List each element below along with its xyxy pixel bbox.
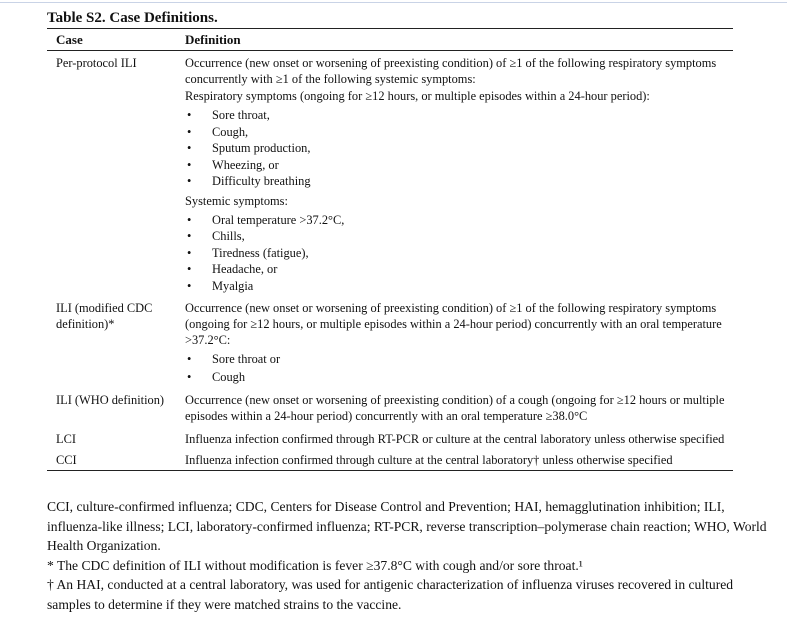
list-item: • Wheezing, or <box>185 157 733 174</box>
definition-intro: Occurrence (new onset or worsening of preexisting condition) of ≥1 of the following respiratory symptoms (ongoing for ≥12 hours, or multiple episodes within a 24-hour period) concurrently with an oral temperature >37.2°C: <box>185 301 722 347</box>
list-item: • Myalgia <box>185 278 733 295</box>
table-row <box>47 300 733 385</box>
header-rule <box>47 50 733 51</box>
header-definition: Definition <box>185 32 241 47</box>
cdc-footnote: * The CDC definition of ILI without modification is fever ≥37.8°C with cough and/or sore throat.¹ <box>47 557 583 573</box>
list-item: • Difficulty breathing <box>185 173 733 190</box>
row-definition <box>185 300 733 385</box>
list-item: • Sore throat, <box>185 107 733 124</box>
hai-footnote: † An HAI, conducted at a central laboratory, was used for antigenic characterization of influenza viruses recovered in cultured samples to determine if they were matched strains to the vaccine. <box>47 577 734 612</box>
row-case-ili-who: ILI (WHO definition) <box>56 393 165 407</box>
list-item: • Cough, <box>185 124 733 141</box>
definition-intro: Occurrence (new onset or worsening of preexisting condition) of ≥1 of the following respiratory symptoms concurrently with ≥1 of the following systemic symptoms: <box>185 56 717 86</box>
systemic-symptom-list <box>185 212 733 295</box>
top-border-line <box>0 2 787 3</box>
list-item: • Sputum production, <box>185 140 733 157</box>
row-definition: Influenza infection confirmed through culture at the central laboratory† unless otherwise specified <box>185 453 673 467</box>
respiratory-heading: Respiratory symptoms (ongoing for ≥12 hours, or multiple episodes within a 24-hour period): <box>185 89 650 103</box>
row-definition: Occurrence (new onset or worsening of preexisting condition) of a cough (ongoing for ≥12 hours or multiple episodes within a 24-hour period) concurrently with an oral temperature ≥38.0°C <box>185 393 725 423</box>
row-case-lci: LCI <box>56 432 76 446</box>
table-row <box>47 55 733 294</box>
row-case-ili-modified-cdc: ILI (modified CDC definition)* <box>56 301 153 331</box>
case-definitions-table <box>47 8 733 471</box>
list-item: • Oral temperature >37.2°C, <box>185 212 733 229</box>
header-case: Case <box>56 32 83 47</box>
symptom-list <box>185 351 733 385</box>
systemic-heading: Systemic symptoms: <box>185 193 288 208</box>
table-row <box>47 431 733 447</box>
abbreviations-note: CCI, culture-confirmed influenza; CDC, Centers for Disease Control and Prevention; HAI, hemagglutination inhibition; ILI, influenza-like illness; LCI, laboratory-confirmed influenza; RT-PCR, reverse transcription–polymerase chain reaction; WHO, World Health Organization. <box>47 499 767 553</box>
table-header-row <box>47 29 733 50</box>
list-item: • Cough <box>185 369 733 386</box>
respiratory-symptom-list <box>185 107 733 190</box>
table-row <box>47 392 733 424</box>
table-row <box>47 452 733 468</box>
list-item: • Chills, <box>185 228 733 245</box>
row-definition <box>185 55 733 294</box>
table-footnotes <box>47 497 767 614</box>
list-item: • Sore throat or <box>185 351 733 368</box>
row-case-cci: CCI <box>56 453 77 467</box>
row-case-per-protocol-ili: Per-protocol ILI <box>56 56 137 70</box>
list-item: • Tiredness (fatigue), <box>185 245 733 262</box>
row-definition: Influenza infection confirmed through RT-PCR or culture at the central laboratory unless otherwise specified <box>185 432 725 446</box>
table-title: Table S2. Case Definitions. <box>47 10 218 26</box>
list-item: • Headache, or <box>185 261 733 278</box>
table-bottom-rule <box>47 470 733 471</box>
